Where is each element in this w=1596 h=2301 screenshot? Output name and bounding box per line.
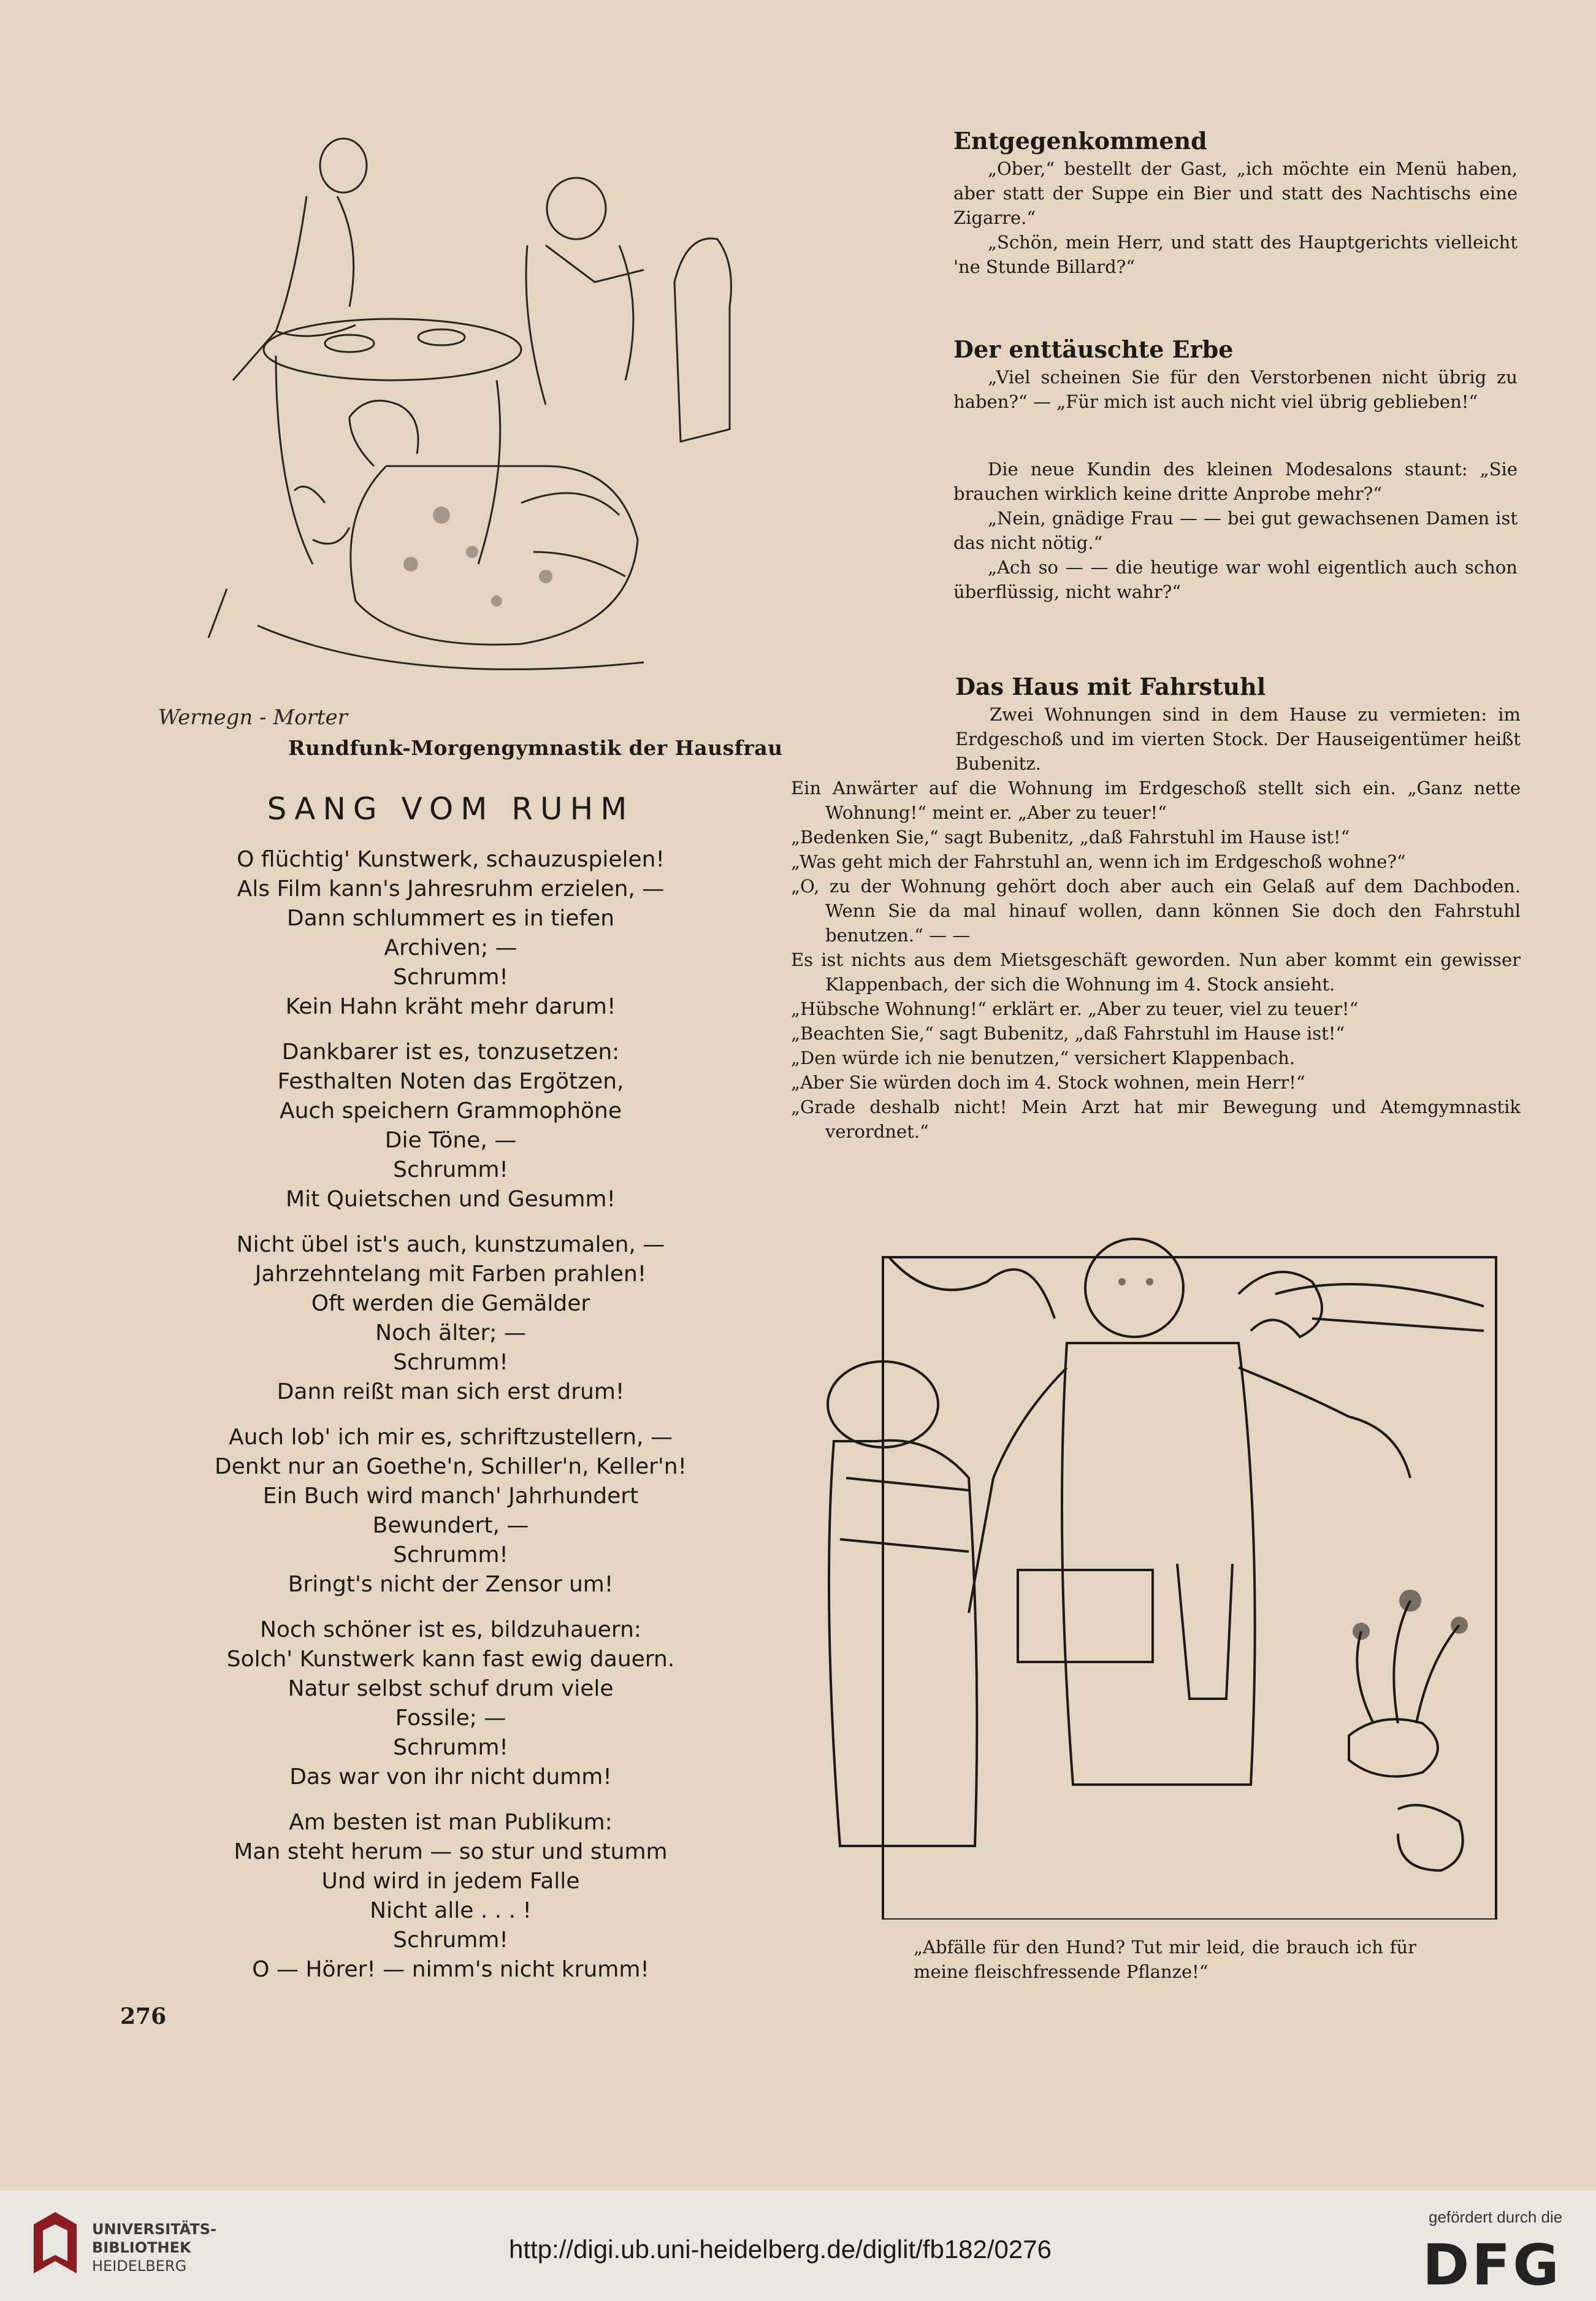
library-name <box>92 2220 216 2275</box>
poem-stanza <box>153 1230 748 1407</box>
page-number: 276 <box>120 2004 167 2029</box>
poem-line: Bringt's nicht der Zensor um! <box>288 1572 614 1597</box>
poem-line: Kein Hahn kräht mehr darum! <box>285 994 616 1019</box>
illustrator-signature: Wernegn - Morter <box>158 705 348 730</box>
poem-line: Nicht übel ist's auch, kunstzumalen, — <box>236 1232 665 1257</box>
joke-paragraph: „Was geht mich der Fahrstuhl an, wenn ich im Erdgeschoß wohne?“ <box>791 851 1406 872</box>
poem-line: Schrumm! <box>393 1157 508 1182</box>
poem-line: Als Film kann's Jahresruhm erzielen, — <box>237 876 665 902</box>
joke-paragraph: „Grade deshalb nicht! Mein Arzt hat mir Bewegung und Atemgymnastik verordnet.“ <box>791 1097 1521 1142</box>
poem-line: Bewundert, — <box>372 1513 529 1538</box>
joke-paragraph: „Ach so — — die heutige war wohl eigentlich auch schon überflüssig, nicht wahr?“ <box>953 557 1518 602</box>
illustration-caption-bottom: „Abfälle für den Hund? Tut mir leid, die brauch ich für meine fleischfressende Pflanze!“ <box>914 1937 1416 1982</box>
source-url-link[interactable]: http://digi.ub.uni-heidelberg.de/diglit/fb182/0276 <box>509 2235 1052 2264</box>
poem-line: Man steht herum — so stur und stumm <box>234 1839 668 1864</box>
poem-line: Solch' Kunstwerk kann fast ewig dauern. <box>226 1647 675 1672</box>
butcher-drawing <box>809 1233 1524 1920</box>
joke-paragraph: „Bedenken Sie,“ sagt Bubenitz, „daß Fahrstuhl im Hause ist!“ <box>791 827 1350 848</box>
poem-line: Und wird in jedem Falle <box>321 1869 580 1894</box>
poem-line: Noch schöner ist es, bildzuhauern: <box>259 1617 642 1642</box>
sketch-drawing <box>153 123 809 724</box>
poem-line: Die Töne, — <box>384 1128 517 1153</box>
illustration-caption-top: Rundfunk-Morgengymnastik der Hausfrau <box>288 736 783 760</box>
joke-haus-mit-fahrstuhl <box>791 672 1521 1144</box>
poem-sang-vom-ruhm <box>153 791 748 2000</box>
joke-paragraph: Ein Anwärter auf die Wohnung im Erdgeschoß stellt sich ein. „Ganz nette Wohnung!“ meint er. „Aber zu teuer!“ <box>791 778 1521 823</box>
poem-line: Natur selbst schuf drum viele <box>288 1676 614 1701</box>
joke-paragraph: „O, zu der Wohnung gehört doch aber auch ein Gelaß auf dem Dachboden. Wenn Sie da mal hinauf wollen, dann können Sie doch den Fahrstuhl benutzen.“ — — <box>791 876 1521 946</box>
university-library-logo-icon <box>28 2212 83 2280</box>
joke-paragraph: „Viel scheinen Sie für den Verstorbenen nicht übrig zu haben?“ — „Für mich ist auch nicht viel übrig geblieben!“ <box>953 367 1518 412</box>
poem-line: Nicht alle . . . ! <box>370 1898 532 1923</box>
poem-stanza <box>153 1808 748 1985</box>
poem-stanza <box>153 1615 748 1792</box>
dfg-logo: DFG <box>1422 2232 1562 2298</box>
illustration-morning-gymnastics <box>153 123 809 724</box>
joke-enttaeuschte-erbe <box>953 334 1518 414</box>
poem-line: Dann schlummert es in tiefen <box>286 906 615 931</box>
joke-paragraph: „Den würde ich nie benutzen,“ versichert Klappenbach. <box>791 1047 1296 1068</box>
joke-paragraph: „Schön, mein Herr, und statt des Hauptgerichts vielleicht 'ne Stunde Billard?“ <box>953 232 1518 277</box>
poem-line: Archiven; — <box>384 935 517 960</box>
poem-line: Festhalten Noten das Ergötzen, <box>277 1069 624 1094</box>
poem-line: Schrumm! <box>393 1542 508 1568</box>
poem-line: Das war von ihr nicht dumm! <box>289 1764 612 1790</box>
poem-line: Schrumm! <box>393 1735 508 1760</box>
joke-paragraph: „Ober,“ bestellt der Gast, „ich möchte ein Menü haben, aber statt der Suppe ein Bier und statt des Nachtischs eine Zigarre.“ <box>953 158 1518 228</box>
poem-stanza <box>153 1038 748 1214</box>
poem-line: O — Hörer! — nimm's nicht krumm! <box>252 1957 649 1982</box>
joke-entgegenkommend <box>953 126 1518 279</box>
poem-line: Am besten ist man Publikum: <box>289 1810 613 1835</box>
poem-line: Jahrzehntelang mit Farben prahlen! <box>254 1262 647 1287</box>
illustration-butcher-shop <box>809 1233 1524 1920</box>
poem-title: SANG VOM RUHM <box>267 791 635 827</box>
joke-paragraph: „Nein, gnädige Frau — — bei gut gewachsenen Damen ist das nicht nötig.“ <box>953 508 1518 553</box>
poem-line: Denkt nur an Goethe'n, Schiller'n, Keller'n! <box>214 1454 687 1479</box>
poem-line: O flüchtig' Kunstwerk, schauzuspielen! <box>237 847 665 872</box>
poem-line: Schrumm! <box>393 1928 508 1953</box>
poem-line: Noch älter; — <box>375 1320 526 1346</box>
joke-paragraph: Es ist nichts aus dem Mietsgeschäft geworden. Nun aber kommt ein gewisser Klappenbach, der sich die Wohnung im 4. Stock ansieht. <box>791 949 1521 995</box>
joke-paragraph: Die neue Kundin des kleinen Modesalons staunt: „Sie brauchen wirklich keine dritte Anprobe mehr?“ <box>953 459 1518 504</box>
poem-stanza <box>153 1423 748 1599</box>
library-name-line: UNIVERSITÄTS- <box>92 2221 217 2238</box>
funded-by-label: gefördert durch die <box>1429 2208 1563 2226</box>
poem-line: Auch speichern Grammophöne <box>279 1098 622 1124</box>
library-name-line: BIBLIOTHEK <box>92 2239 191 2256</box>
poem-line: Schrumm! <box>393 1350 508 1375</box>
poem-line: Auch lob' ich mir es, schriftzustellern, — <box>229 1425 673 1450</box>
poem-line: Dann reißt man sich erst drum! <box>277 1379 625 1404</box>
poem-line: Schrumm! <box>393 965 508 990</box>
poem-line: Oft werden die Gemälder <box>311 1291 590 1316</box>
poem-stanza <box>153 845 748 1022</box>
library-name-line: HEIDELBERG <box>92 2257 187 2275</box>
joke-paragraph: „Hübsche Wohnung!“ erklärt er. „Aber zu teuer, viel zu teuer!“ <box>791 998 1359 1019</box>
joke-heading: Entgegenkommend <box>953 127 1207 155</box>
poem-line: Mit Quietschen und Gesumm! <box>286 1187 616 1212</box>
digitization-footer <box>0 2191 1596 2301</box>
poem-line: Ein Buch wird manch' Jahrhundert <box>262 1484 639 1509</box>
joke-paragraph: „Aber Sie würden doch im 4. Stock wohnen, mein Herr!“ <box>791 1072 1305 1093</box>
joke-paragraph: „Beachten Sie,“ sagt Bubenitz, „daß Fahrstuhl im Hause ist!“ <box>791 1023 1345 1044</box>
joke-paragraph: Zwei Wohnungen sind in dem Hause zu vermieten: im Erdgeschoß und im vierten Stock. Der Hauseigentümer heißt Bubenitz. <box>955 704 1521 774</box>
poem-line: Fossile; — <box>395 1706 506 1731</box>
joke-modesalon <box>953 457 1518 604</box>
joke-heading: Das Haus mit Fahrstuhl <box>955 673 1266 700</box>
joke-heading: Der enttäuschte Erbe <box>953 335 1234 363</box>
poem-line: Dankbarer ist es, tonzusetzen: <box>281 1039 620 1065</box>
